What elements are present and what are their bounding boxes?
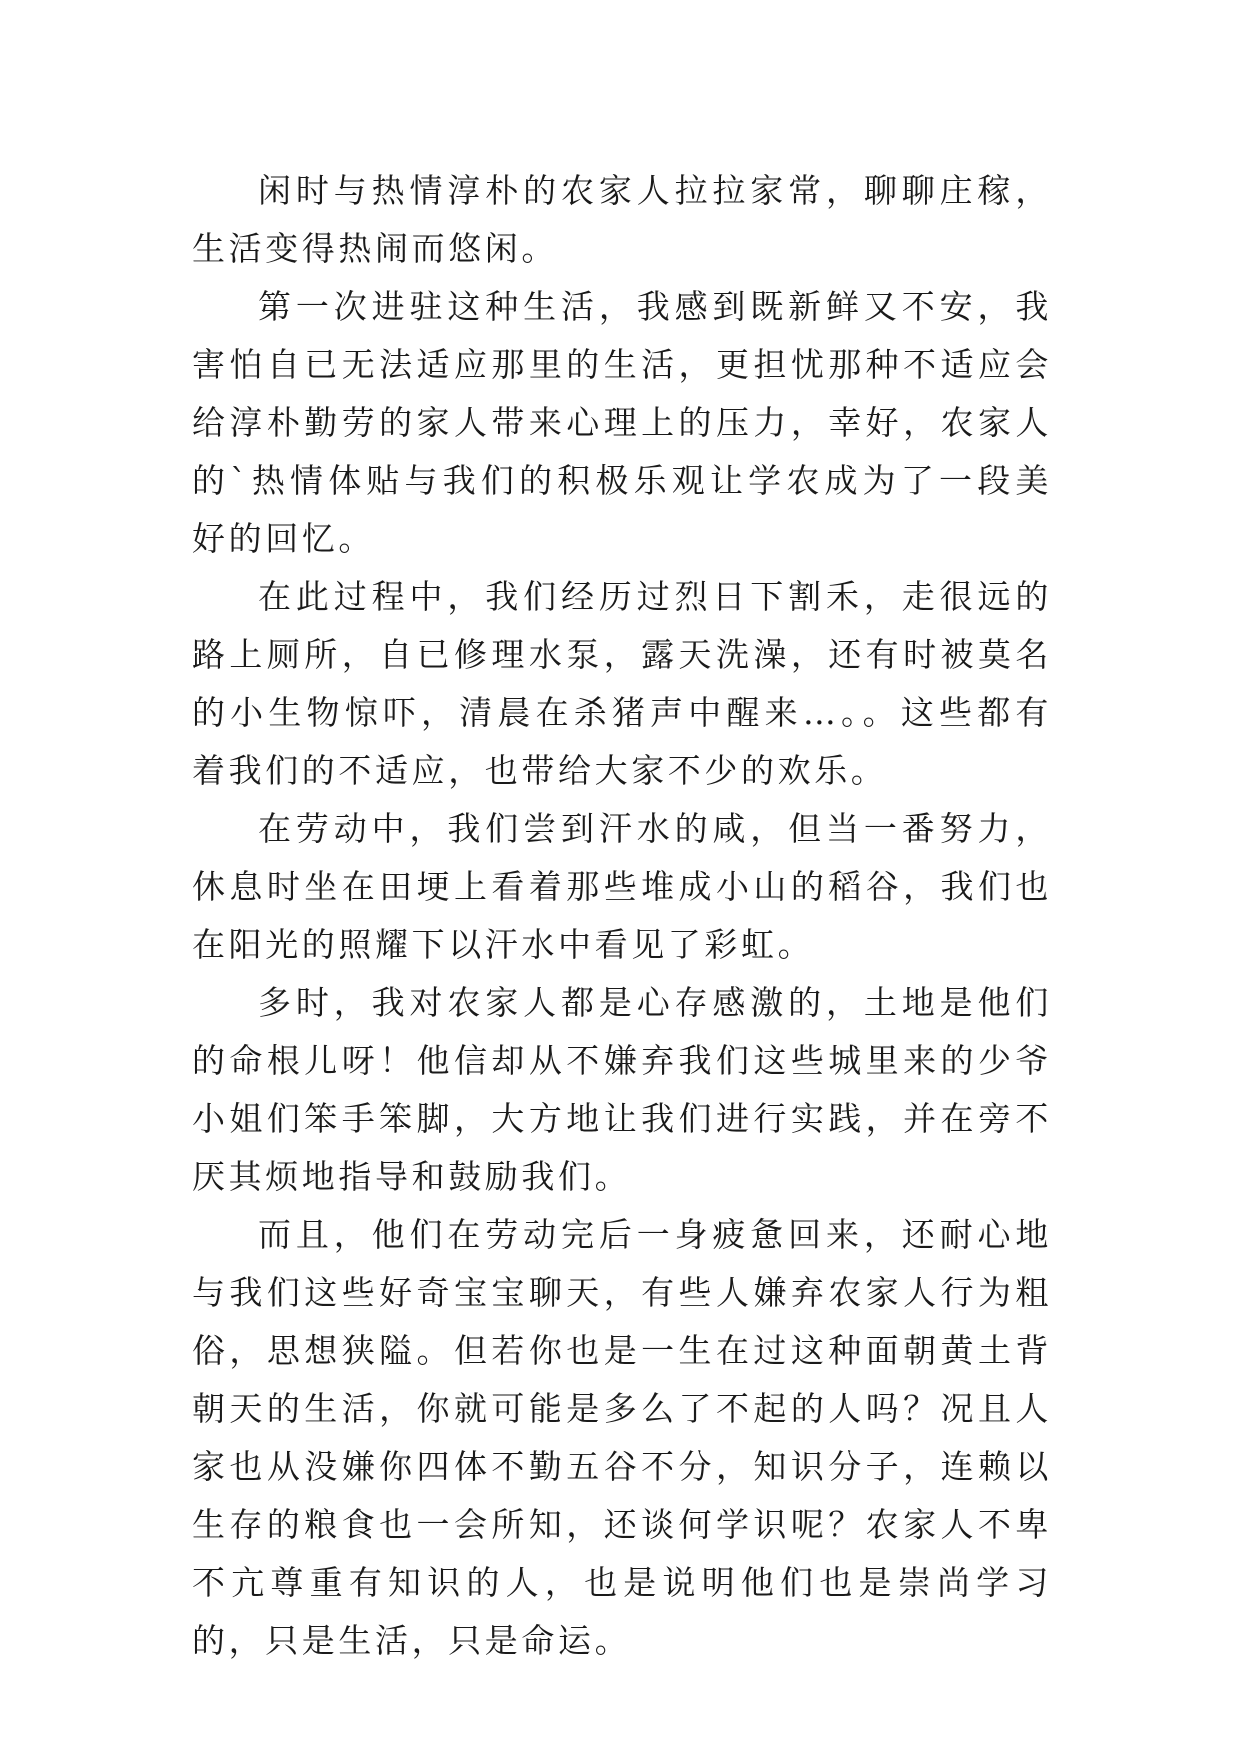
paragraph-1: 闲时与热情淳朴的农家人拉拉家常，聊聊庄稼，生活变得热闹而悠闲。 <box>192 171 1052 268</box>
document-body <box>192 162 1052 1670</box>
paragraph-4: 在劳动中，我们尝到汗水的咸，但当一番努力，休息时坐在田埂上看着那些堆成小山的稻谷，我们也在阳光的照耀下以汗水中看见了彩虹。 <box>192 809 1052 964</box>
paragraph-2: 第一次进驻这种生活，我感到既新鲜又不安，我害怕自已无法适应那里的生活，更担忧那种不适应会给淳朴勤劳的家人带来心理上的压力，幸好，农家人的`热情体贴与我们的积极乐观让学农成为了一段美好的回忆。 <box>192 287 1052 558</box>
paragraph-5: 多时，我对农家人都是心存感激的，土地是他们的命根儿呀！他信却从不嫌弃我们这些城里来的少爷小姐们笨手笨脚，大方地让我们进行实践，并在旁不厌其烦地指导和鼓励我们。 <box>192 983 1052 1196</box>
paragraph-3: 在此过程中，我们经历过烈日下割禾，走很远的路上厕所，自已修理水泵，露天洗澡，还有时被莫名的小生物惊吓，清晨在杀猪声中醒来…。。这些都有着我们的不适应，也带给大家不少的欢乐。 <box>192 577 1052 790</box>
paragraph-6: 而且，他们在劳动完后一身疲惫回来，还耐心地与我们这些好奇宝宝聊天，有些人嫌弃农家人行为粗俗，思想狭隘。但若你也是一生在过这种面朝黄土背朝天的生活，你就可能是多么了不起的人吗？况且人家也从没嫌你四体不勤五谷不分，知识分子，连赖以生存的粮食也一会所知，还谈何学识呢？农家人不卑不亢尊重有知识的人，也是说明他们也是崇尚学习的，只是生活，只是命运。 <box>192 1215 1052 1660</box>
